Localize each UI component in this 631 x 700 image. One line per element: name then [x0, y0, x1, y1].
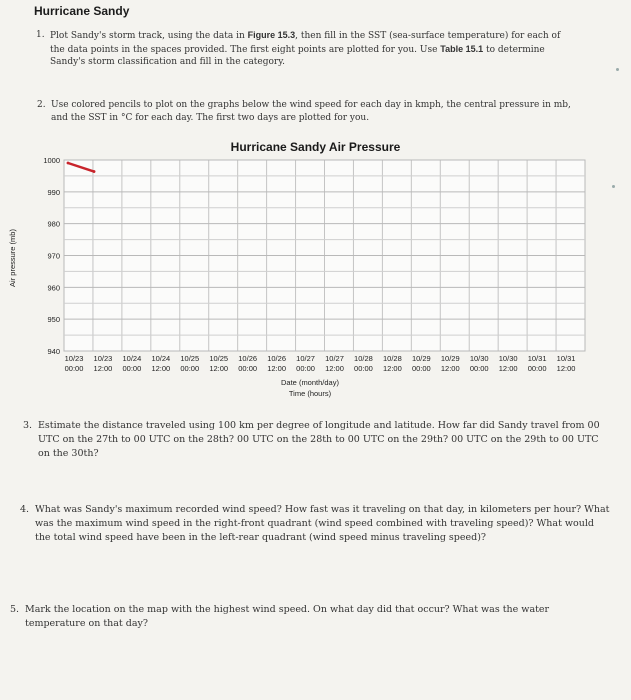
table-ref: Table 15.1 [440, 43, 484, 54]
x-tick-time: 00:00 [527, 364, 547, 373]
y-tick-label: 960 [47, 283, 60, 293]
y-tick-labels [43, 156, 60, 356]
x-tick-date: 10/29 [411, 354, 431, 363]
paper-speck [612, 185, 615, 188]
x-tick-time: 12:00 [151, 364, 171, 373]
x-tick-time: 12:00 [267, 364, 287, 373]
x-tick-date: 10/24 [151, 354, 171, 363]
question-text: Use colored pencils to plot on the graphs below the wind speed for each day in kmph, the central pressure in mb, and the SST in °C for each day. The first two days are plotted for you. [51, 100, 571, 123]
x-tick-date: 10/25 [180, 354, 200, 363]
paper-speck [616, 68, 619, 71]
x-tick-date: 10/30 [469, 354, 489, 363]
x-axis-label: Date (month/day) [281, 378, 339, 387]
x-tick-time: 00:00 [180, 364, 200, 373]
x-tick-time: 12:00 [93, 364, 113, 373]
x-tick-time: 00:00 [238, 364, 258, 373]
x-tick-date: 10/28 [382, 354, 402, 363]
x-tick-date: 10/24 [122, 354, 142, 363]
x-tick-date: 10/31 [556, 354, 576, 363]
x-tick-time: 00:00 [64, 364, 84, 373]
x-axis-label-2: Time (hours) [288, 389, 332, 398]
x-tick-date: 10/23 [64, 354, 84, 363]
x-tick-date: 10/28 [354, 354, 373, 363]
question-number: 2. [37, 100, 46, 110]
x-tick-date: 10/29 [440, 354, 460, 363]
y-tick-label: 940 [47, 347, 60, 356]
y-tick-label: 990 [47, 187, 60, 197]
question-3 [23, 419, 603, 461]
data-point [67, 162, 70, 165]
chart-grid [64, 160, 585, 351]
x-tick-date: 10/27 [296, 354, 315, 363]
x-tick-time: 12:00 [556, 364, 576, 373]
question-text: Estimate the distance traveled using 100 km per degree of longitude and latitude. How far did Sandy travel from 00 UTC on the 27th to 00 UTC on the 28th? 00 UTC on the 28th to 00 UTC on the 29th? 00 UTC on the 29th to 00 UTC on the 30th? [38, 420, 600, 459]
question-number: 1. [36, 30, 45, 40]
x-tick-time: 00:00 [469, 364, 489, 373]
y-tick-label: 980 [47, 219, 60, 229]
question-4 [20, 503, 610, 545]
y-tick-label: 1000 [43, 156, 60, 165]
question-text: What was Sandy's maximum recorded wind speed? How fast was it traveling on that day, in kilometers per hour? What was the maximum wind speed in the right-front quadrant (wind speed combined with traveling speed)? What would the total wind speed have been in the left-rear quadrant (wind speed minus traveling speed)? [35, 504, 610, 543]
x-tick-date: 10/23 [93, 354, 113, 363]
question-text: to determine Sandy's storm classification and fill in the category. [50, 44, 545, 67]
figure-ref: Figure 15.3 [247, 30, 296, 40]
x-tick-time: 00:00 [122, 364, 142, 373]
page-title: Hurricane Sandy [34, 4, 130, 18]
question-number: 4. [20, 504, 30, 515]
x-tick-time: 12:00 [325, 364, 344, 373]
question-text: , then fill in the SST (sea-surface temperature) for each of the data points in the spaces provided. The first eight points are plotted for you. Use [50, 31, 561, 55]
question-5 [10, 603, 610, 631]
x-tick-time: 00:00 [411, 364, 431, 373]
data-point [93, 170, 96, 173]
question-number: 5. [10, 604, 20, 615]
x-tick-time: 00:00 [296, 364, 315, 373]
x-tick-time: 12:00 [382, 364, 402, 373]
y-tick-label: 970 [47, 251, 60, 261]
chart-title: Hurricane Sandy Air Pressure [230, 140, 401, 154]
x-tick-date: 10/26 [267, 354, 287, 363]
x-tick-time: 12:00 [440, 364, 460, 373]
y-axis-label: Air pressure (mb) [8, 229, 17, 287]
y-tick-label: 950 [47, 315, 60, 325]
x-tick-date: 10/31 [527, 354, 547, 363]
x-tick-date: 10/25 [209, 354, 229, 363]
x-tick-time: 12:00 [498, 364, 518, 373]
x-tick-date: 10/30 [498, 354, 518, 363]
x-tick-labels [65, 354, 576, 373]
question-text: Mark the location on the map with the highest wind speed. On what day did that occur? What was the water temperature on that day? [25, 604, 550, 629]
question-number: 3. [23, 420, 33, 431]
x-tick-date: 10/26 [238, 354, 258, 363]
x-tick-date: 10/27 [325, 354, 344, 363]
x-tick-time: 00:00 [354, 364, 373, 373]
question-text: Plot Sandy's storm track, using the data in [50, 31, 248, 41]
x-tick-time: 12:00 [209, 364, 229, 373]
